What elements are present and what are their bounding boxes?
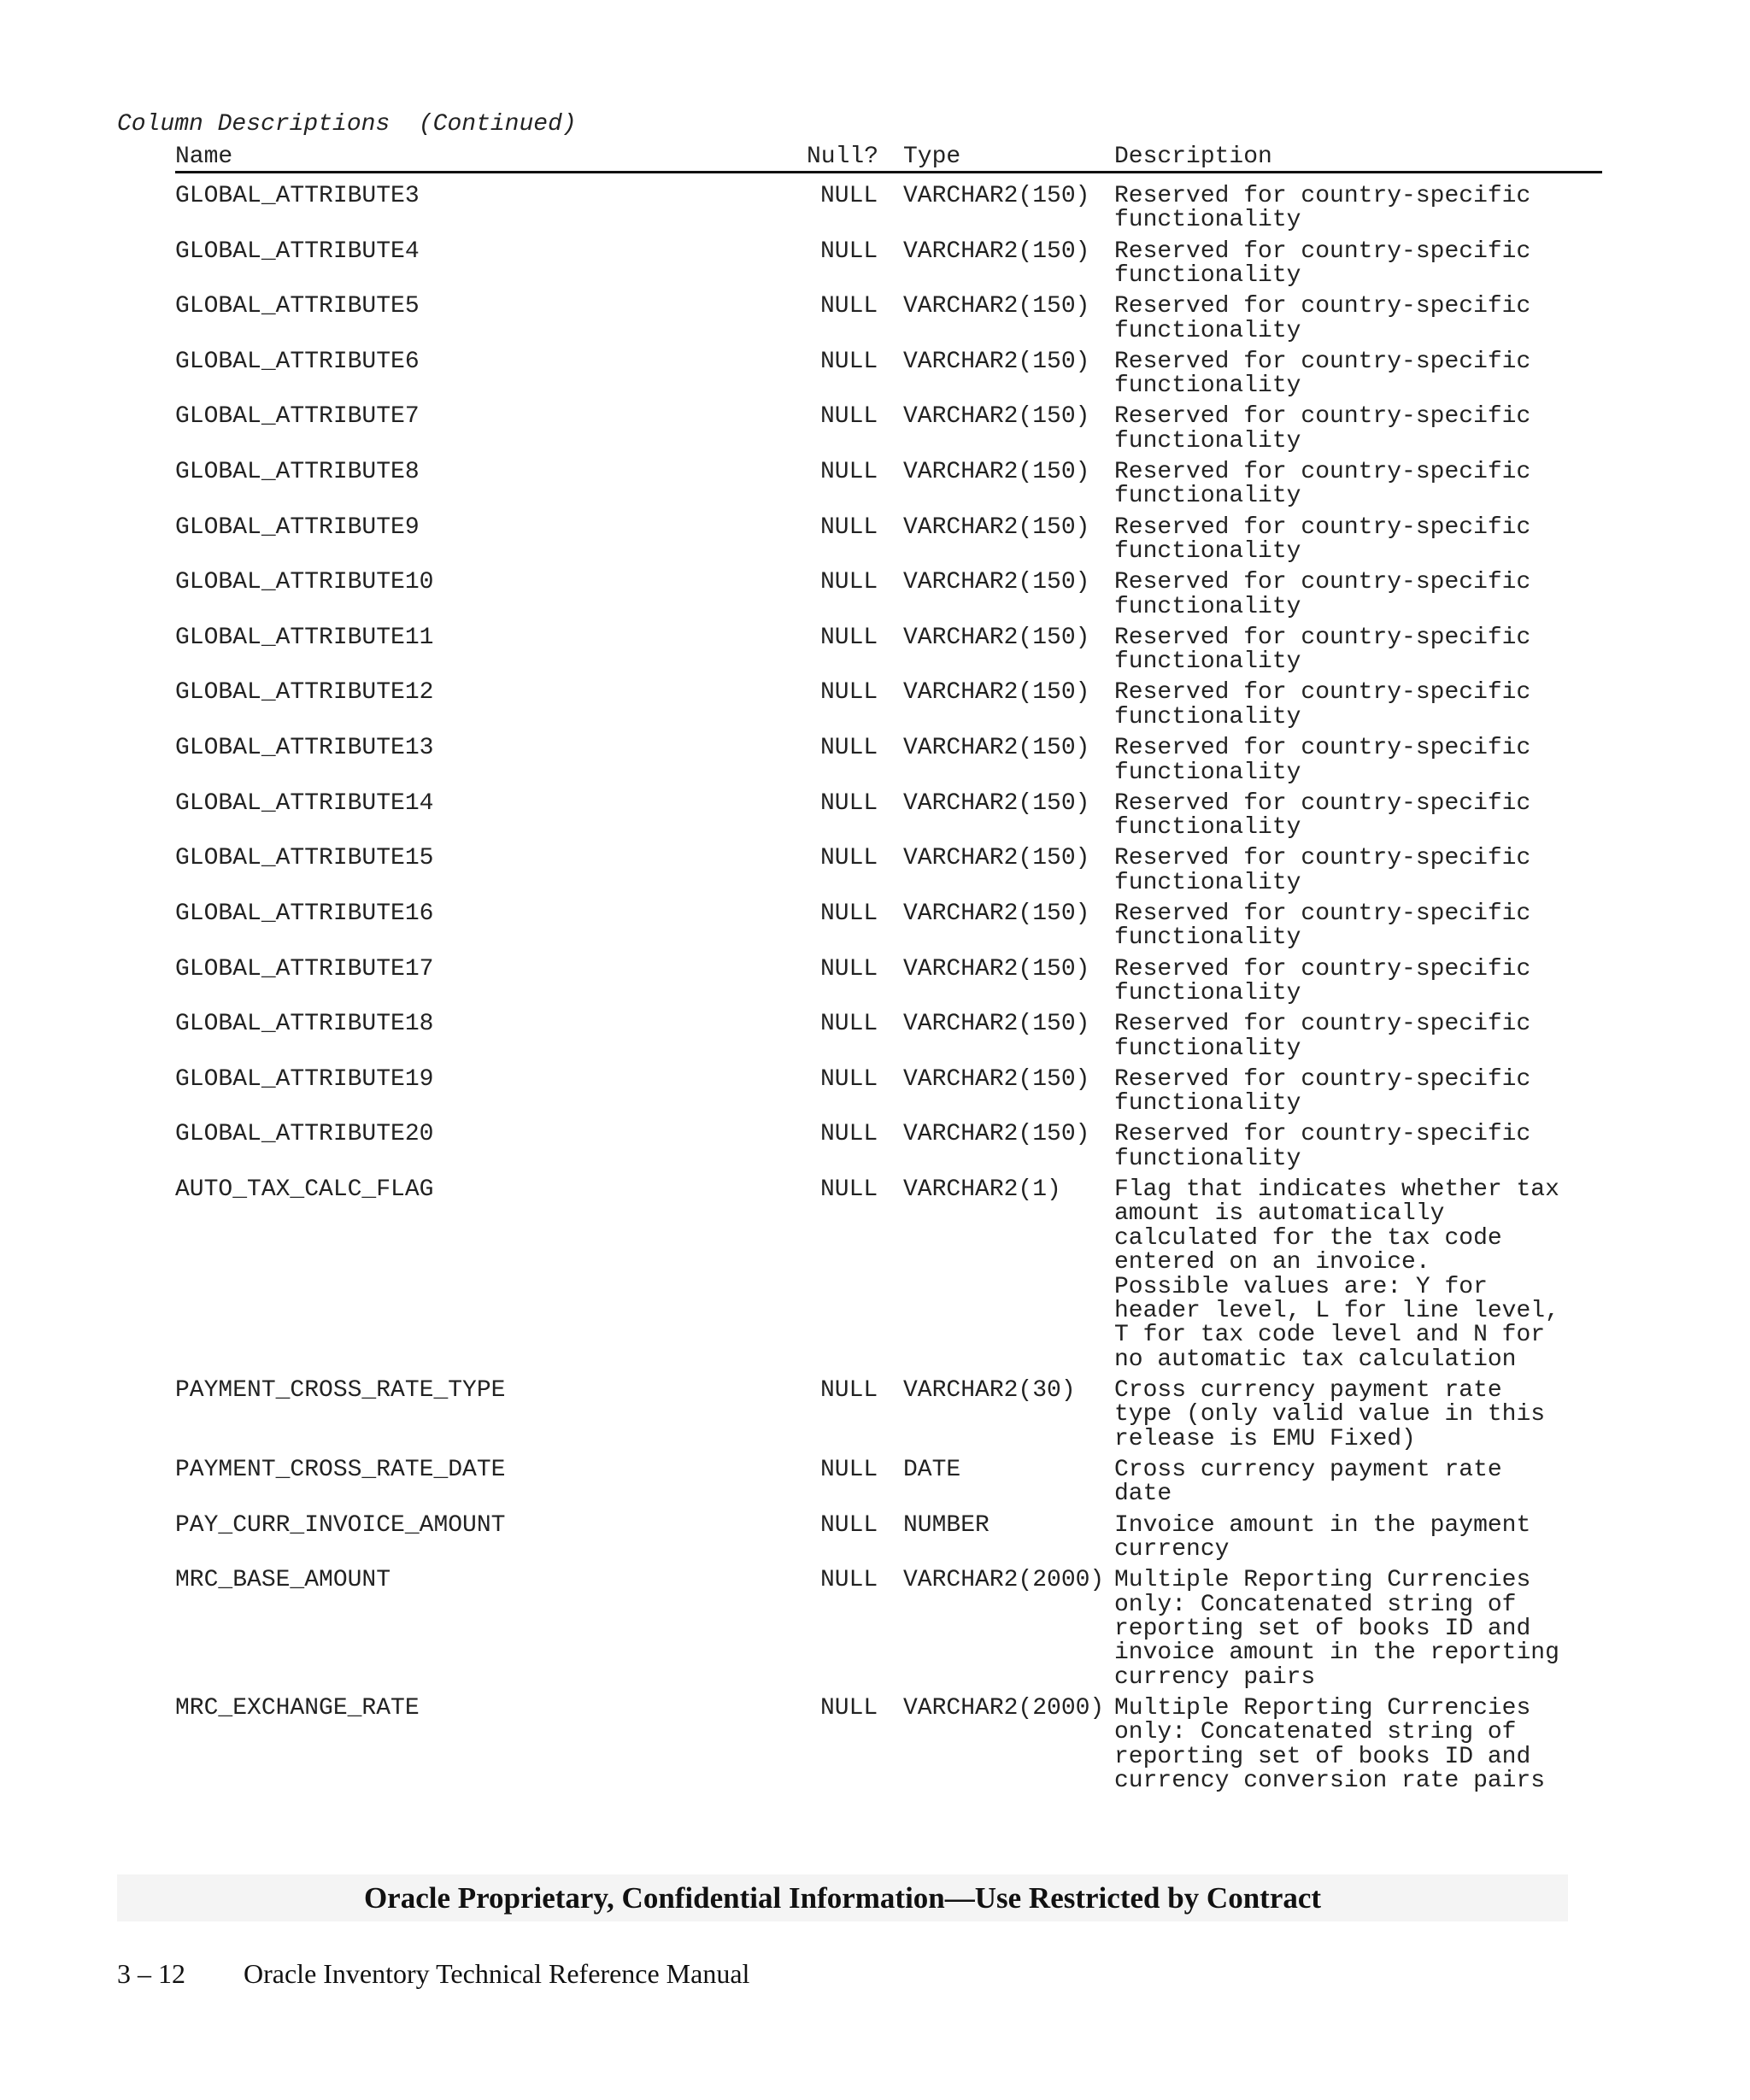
column-null: NULL [820, 569, 878, 596]
column-description: Cross currency payment rate date [1114, 1457, 1502, 1508]
column-description: Reserved for country-specific functionality [1114, 348, 1531, 400]
column-type: VARCHAR2(150) [903, 845, 1090, 872]
column-type: VARCHAR2(150) [903, 900, 1090, 927]
column-description: Reserved for country-specific functionality [1114, 238, 1531, 290]
page-number: 3 – 12 [117, 1958, 185, 1989]
column-null: NULL [820, 1065, 878, 1093]
column-null: NULL [820, 1377, 878, 1405]
column-type: VARCHAR2(150) [903, 1065, 1090, 1093]
table-row [175, 1065, 1602, 1117]
table-row [175, 626, 1602, 675]
column-name: GLOBAL_ATTRIBUTE3 [175, 183, 420, 209]
column-description: Reserved for country-specific functionality [1114, 403, 1531, 455]
column-name: GLOBAL_ATTRIBUTE9 [175, 513, 420, 541]
column-name: GLOBAL_ATTRIBUTE5 [175, 293, 420, 320]
column-name: GLOBAL_ATTRIBUTE11 [175, 624, 434, 651]
table-row [175, 736, 1602, 785]
column-type: VARCHAR2(150) [903, 789, 1090, 817]
table-row [175, 902, 1602, 951]
column-description: Reserved for country-specific functionality [1114, 845, 1531, 896]
column-name: GLOBAL_ATTRIBUTE6 [175, 348, 420, 375]
column-description: Reserved for country-specific functionality [1114, 735, 1531, 786]
column-description: Multiple Reporting Currencies only: Concatenated string of reporting set of books ID and invoice amount in the reporting currency pairs [1114, 1567, 1559, 1691]
column-description: Reserved for country-specific functionality [1114, 1121, 1531, 1172]
table-row [175, 1123, 1602, 1171]
column-type: VARCHAR2(150) [903, 1121, 1090, 1148]
column-description: Reserved for country-specific functionality [1114, 1065, 1531, 1117]
table-row [175, 185, 1602, 233]
column-type: VARCHAR2(2000) [903, 1695, 1105, 1722]
column-null: NULL [820, 348, 878, 375]
column-type: VARCHAR2(30) [903, 1377, 1076, 1405]
column-description: Reserved for country-specific functionality [1114, 624, 1531, 676]
column-null: NULL [820, 624, 878, 651]
column-type: VARCHAR2(2000) [903, 1567, 1105, 1594]
column-description: Reserved for country-specific functionality [1114, 459, 1531, 510]
table-header [175, 145, 1602, 173]
column-description: Invoice amount in the payment currency [1114, 1511, 1531, 1563]
header-null: Null? [807, 144, 879, 170]
column-name: GLOBAL_ATTRIBUTE12 [175, 679, 434, 707]
column-description: Cross currency payment rate type (only valid value in this release is EMU Fixed) [1114, 1377, 1546, 1452]
table-row [175, 460, 1602, 509]
column-description: Reserved for country-specific functionality [1114, 513, 1531, 566]
table-row [175, 955, 1602, 1006]
page-footer [117, 1958, 749, 1990]
column-type: VARCHAR2(150) [903, 183, 1090, 209]
column-null: NULL [820, 1695, 878, 1722]
column-type: VARCHAR2(150) [903, 679, 1090, 707]
column-null: NULL [820, 513, 878, 541]
column-description: Reserved for country-specific functionality [1114, 293, 1531, 344]
column-null: NULL [820, 238, 878, 265]
column-name: MRC_BASE_AMOUNT [175, 1567, 391, 1594]
table-row [175, 1458, 1602, 1507]
table-caption: Column Descriptions (Continued) [117, 111, 577, 138]
column-description: Reserved for country-specific functionality [1114, 183, 1531, 234]
column-null: NULL [820, 955, 878, 983]
column-type: VARCHAR2(150) [903, 403, 1090, 431]
column-type: NUMBER [903, 1511, 990, 1539]
table-row [175, 681, 1602, 730]
column-type: DATE [903, 1457, 961, 1484]
column-name: GLOBAL_ATTRIBUTE4 [175, 238, 420, 265]
column-name: GLOBAL_ATTRIBUTE14 [175, 789, 434, 817]
column-description: Reserved for country-specific functionality [1114, 679, 1531, 730]
table-row [175, 1511, 1602, 1563]
column-null: NULL [820, 1511, 878, 1539]
column-name: GLOBAL_ATTRIBUTE8 [175, 459, 420, 486]
column-table [175, 185, 1602, 1801]
confidentiality-banner: Oracle Proprietary, Confidential Information––Use Restricted by Contract [117, 1874, 1568, 1921]
table-row [175, 1012, 1602, 1061]
table-row [175, 405, 1602, 454]
column-name: GLOBAL_ATTRIBUTE13 [175, 735, 434, 762]
column-name: PAYMENT_CROSS_RATE_DATE [175, 1457, 506, 1484]
column-null: NULL [820, 1121, 878, 1148]
table-row [175, 350, 1602, 399]
column-description: Reserved for country-specific functionality [1114, 569, 1531, 620]
column-null: NULL [820, 1176, 878, 1203]
column-name: MRC_EXCHANGE_RATE [175, 1695, 420, 1722]
column-type: VARCHAR2(150) [903, 955, 1090, 983]
column-name: PAY_CURR_INVOICE_AMOUNT [175, 1511, 506, 1539]
column-description: Reserved for country-specific functionality [1114, 789, 1531, 842]
table-row [175, 847, 1602, 895]
column-type: VARCHAR2(150) [903, 293, 1090, 320]
column-null: NULL [820, 1567, 878, 1594]
column-null: NULL [820, 679, 878, 707]
header-type: Type [903, 144, 961, 170]
column-type: VARCHAR2(150) [903, 459, 1090, 486]
column-null: NULL [820, 789, 878, 817]
column-name: GLOBAL_ATTRIBUTE15 [175, 845, 434, 872]
column-null: NULL [820, 1011, 878, 1038]
table-row [175, 1569, 1602, 1690]
table-row [175, 1178, 1602, 1372]
column-description: Multiple Reporting Currencies only: Concatenated string of reporting set of books ID and currency conversion rate pairs [1114, 1695, 1546, 1795]
column-type: VARCHAR2(150) [903, 513, 1090, 541]
column-null: NULL [820, 900, 878, 927]
column-name: PAYMENT_CROSS_RATE_TYPE [175, 1377, 506, 1405]
column-name: GLOBAL_ATTRIBUTE19 [175, 1065, 434, 1093]
table-row [175, 571, 1602, 619]
column-type: VARCHAR2(150) [903, 1011, 1090, 1038]
column-type: VARCHAR2(1) [903, 1176, 1061, 1203]
column-description: Reserved for country-specific functionality [1114, 955, 1531, 1006]
column-name: GLOBAL_ATTRIBUTE17 [175, 955, 434, 983]
column-description: Flag that indicates whether tax amount is automatically calculated for the tax code entered on an invoice. Possible values are: Y for header level, L for line level, T for tax code level and N for no automatic tax calculation [1114, 1176, 1559, 1373]
column-name: GLOBAL_ATTRIBUTE16 [175, 900, 434, 927]
column-name: GLOBAL_ATTRIBUTE7 [175, 403, 420, 431]
column-name: GLOBAL_ATTRIBUTE10 [175, 569, 434, 596]
column-type: VARCHAR2(150) [903, 735, 1090, 762]
column-description: Reserved for country-specific functionality [1114, 1011, 1531, 1062]
column-null: NULL [820, 183, 878, 209]
column-name: AUTO_TAX_CALC_FLAG [175, 1176, 434, 1203]
column-null: NULL [820, 459, 878, 486]
table-row [175, 789, 1602, 842]
column-null: NULL [820, 1457, 878, 1484]
column-null: NULL [820, 735, 878, 762]
table-row [175, 1379, 1602, 1452]
table-row [175, 513, 1602, 566]
table-row [175, 1697, 1602, 1794]
column-type: VARCHAR2(150) [903, 348, 1090, 375]
column-null: NULL [820, 293, 878, 320]
manual-title: Oracle Inventory Technical Reference Manual [244, 1958, 750, 1989]
header-name: Name [175, 144, 233, 170]
table-row [175, 295, 1602, 343]
column-type: VARCHAR2(150) [903, 569, 1090, 596]
table-row [175, 240, 1602, 289]
column-type: VARCHAR2(150) [903, 238, 1090, 265]
column-null: NULL [820, 845, 878, 872]
header-description: Description [1114, 144, 1272, 170]
column-type: VARCHAR2(150) [903, 624, 1090, 651]
column-name: GLOBAL_ATTRIBUTE18 [175, 1011, 434, 1038]
column-description: Reserved for country-specific functionality [1114, 900, 1531, 952]
column-name: GLOBAL_ATTRIBUTE20 [175, 1121, 434, 1148]
column-null: NULL [820, 403, 878, 431]
